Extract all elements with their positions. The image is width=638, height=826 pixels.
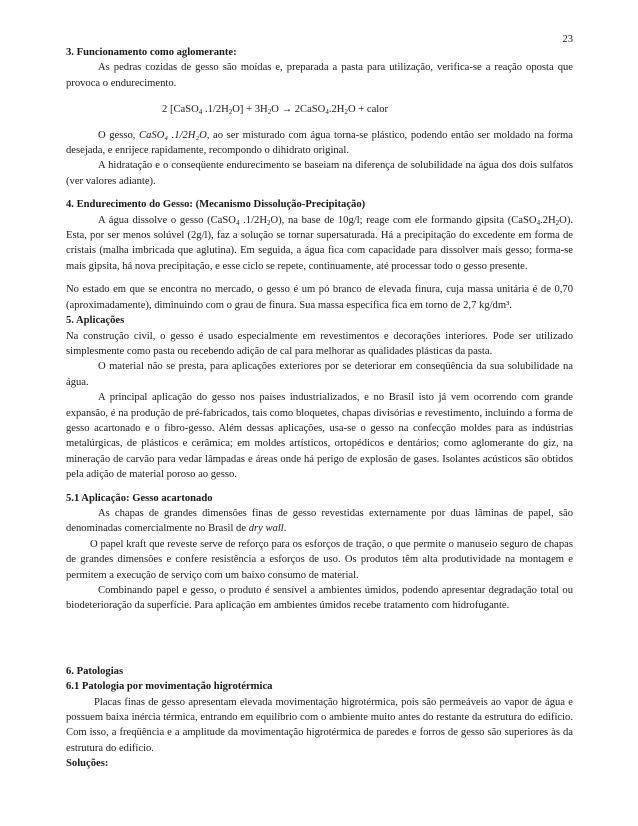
section-6-1-paragraph-1: Placas finas de gesso apresentam elevada movimentação higrotérmica, pois são permeáveis ao vapor de água e possuem baixa inércia térmica, entrando em equilíbrio com o ambiente muito antes do restante da estrutura do edifício. Com isso, a freqüência e a amplitude da movimentação higrotérmica de paredes e forros de gesso são superiores às da estrutura do edifício. (66, 696, 573, 754)
section-5-paragraph-3: A principal aplicação do gesso nos países industrializados, e no Brasil isto já vem ocorrendo com grande expansão, é na produção de pré-fabricados, tais como bloquetes, chapas divisórias e revestimento, incluindo a forma de gesso acartonado e o fibro-gesso. Além dessas aplicações, usa-se o gesso na confecção moldes para as indústrias metalúrgicas, de plásticos e cerâmica; em moldes artísticos, ortopédicos e dentários; como aglomerante do giz, na mineração de carvão para vedar lâmpadas e áreas onde há perigo de explosão de gases. Isolantes acústicos são obtidos pela adição de material poroso ao gesso. (66, 392, 573, 481)
section-3-heading: 3. Funcionamento como aglomerante: (66, 47, 237, 58)
section-5-1-heading: 5.1 Aplicação: Gesso acartonado (66, 492, 213, 504)
section-5-paragraph-2: O material não se presta, para aplicações exteriores por se deteriorar em conseqüência da sua solubilidade na água. (66, 361, 573, 388)
gypsum-formula: CaSO₄ .1/2H₂O (139, 129, 207, 141)
solutions-label: Soluções: (66, 758, 109, 770)
section-5-paragraph-1: Na construção civil, o gesso é usado especialmente em revestimentos e decorações interiores. Pode ser utilizado simplesmente como pasta ou recebendo adição de cal para melhorar as qualidades plásticas da pasta. (66, 330, 573, 357)
dry-wall-term: dry wall (248, 523, 284, 535)
section-6-heading: 6. Patologias (66, 665, 124, 677)
section-4-heading: 4. Endurecimento do Gesso: (Mecanismo Dissolução-Precipitação) (66, 199, 366, 211)
hydration-equation: 2 [CaSO$_4$ $.1/2H_2O] + 3H_2O$ → $2CaSO_4.2H_2O$ + calor (162, 104, 389, 117)
section-4-paragraph-2: No estado em que se encontra no mercado, o gesso é um pó branco de elevada finura, cuja massa unitária é de 0,70 (aproximadamente), diminuindo com o grau de finura. Sua massa específica fica em torno de 2,7 kg/dm³. (66, 284, 573, 311)
document-page (66, 0, 573, 772)
section-4-paragraph-1: A água dissolve o gesso (CaSO$_4$ $.1/2H_2O$), na base de 10g/l; reage com ele formando gipsita $(CaSO_4.2H_2O)$. Esta, por ser menos solúvel (2g/l), faz a solução se tornar supersaturada. Há a precipitação do excedente em forma de cristais (malha imbricada que aglutina). Em seguida, a água fica com capacidade para dissolver mais gesso; forma-se mais gipsita, há nova precipitação, e esse ciclo se repete, continuamente, até processar todo o gesso presente. (66, 214, 573, 272)
section-5-1-paragraph-2: O papel kraft que reveste serve de reforço para os esforços de tração, o que permite o manuseio seguro de chapas de grandes dimensões e confere resistência a esforços de uso. Os produtos têm alta produtividade na montagem e permitem a execução de serviço com um baixo consumo de material. (66, 538, 573, 581)
section-3-paragraph-2: O gesso, CaSO₄ .1/2H₂O, ao ser misturado com água torna-se plástico, podendo então ser moldado na forma desejada, e enrijece rapidamente, recompondo o dihidrato original. (66, 129, 573, 157)
section-5-heading: 5. Aplicações (66, 315, 125, 327)
section-3-paragraph-1: As pedras cozidas de gesso são moídas e, preparada a pasta para utilização, verifica-se a reação oposta que provoca o endurecimento. (66, 62, 573, 89)
section-3-paragraph-3: A hidratação e o conseqüente endurecimento se baseiam na diferença de solubilidade na água dos dois sulfatos (ver valores adiante). (66, 160, 573, 187)
section-5-1-paragraph-3: Combinando papel e gesso, o produto é sensível a ambientes úmidos, podendo apresentar degradação total ou biodeterioração da superfície. Para aplicação em ambientes úmidos recebe tratamento com hidrofugante. (66, 585, 573, 612)
section-6-1-heading: 6.1 Patologia por movimentação higrotérmica (66, 681, 273, 693)
section-5-1-paragraph-1: As chapas de grandes dimensões finas de gesso revestidas externamente por duas lâminas de papel, são denominadas comercialmente no Brasil de dry wall. (66, 507, 573, 535)
page-number: 23 (562, 34, 573, 45)
